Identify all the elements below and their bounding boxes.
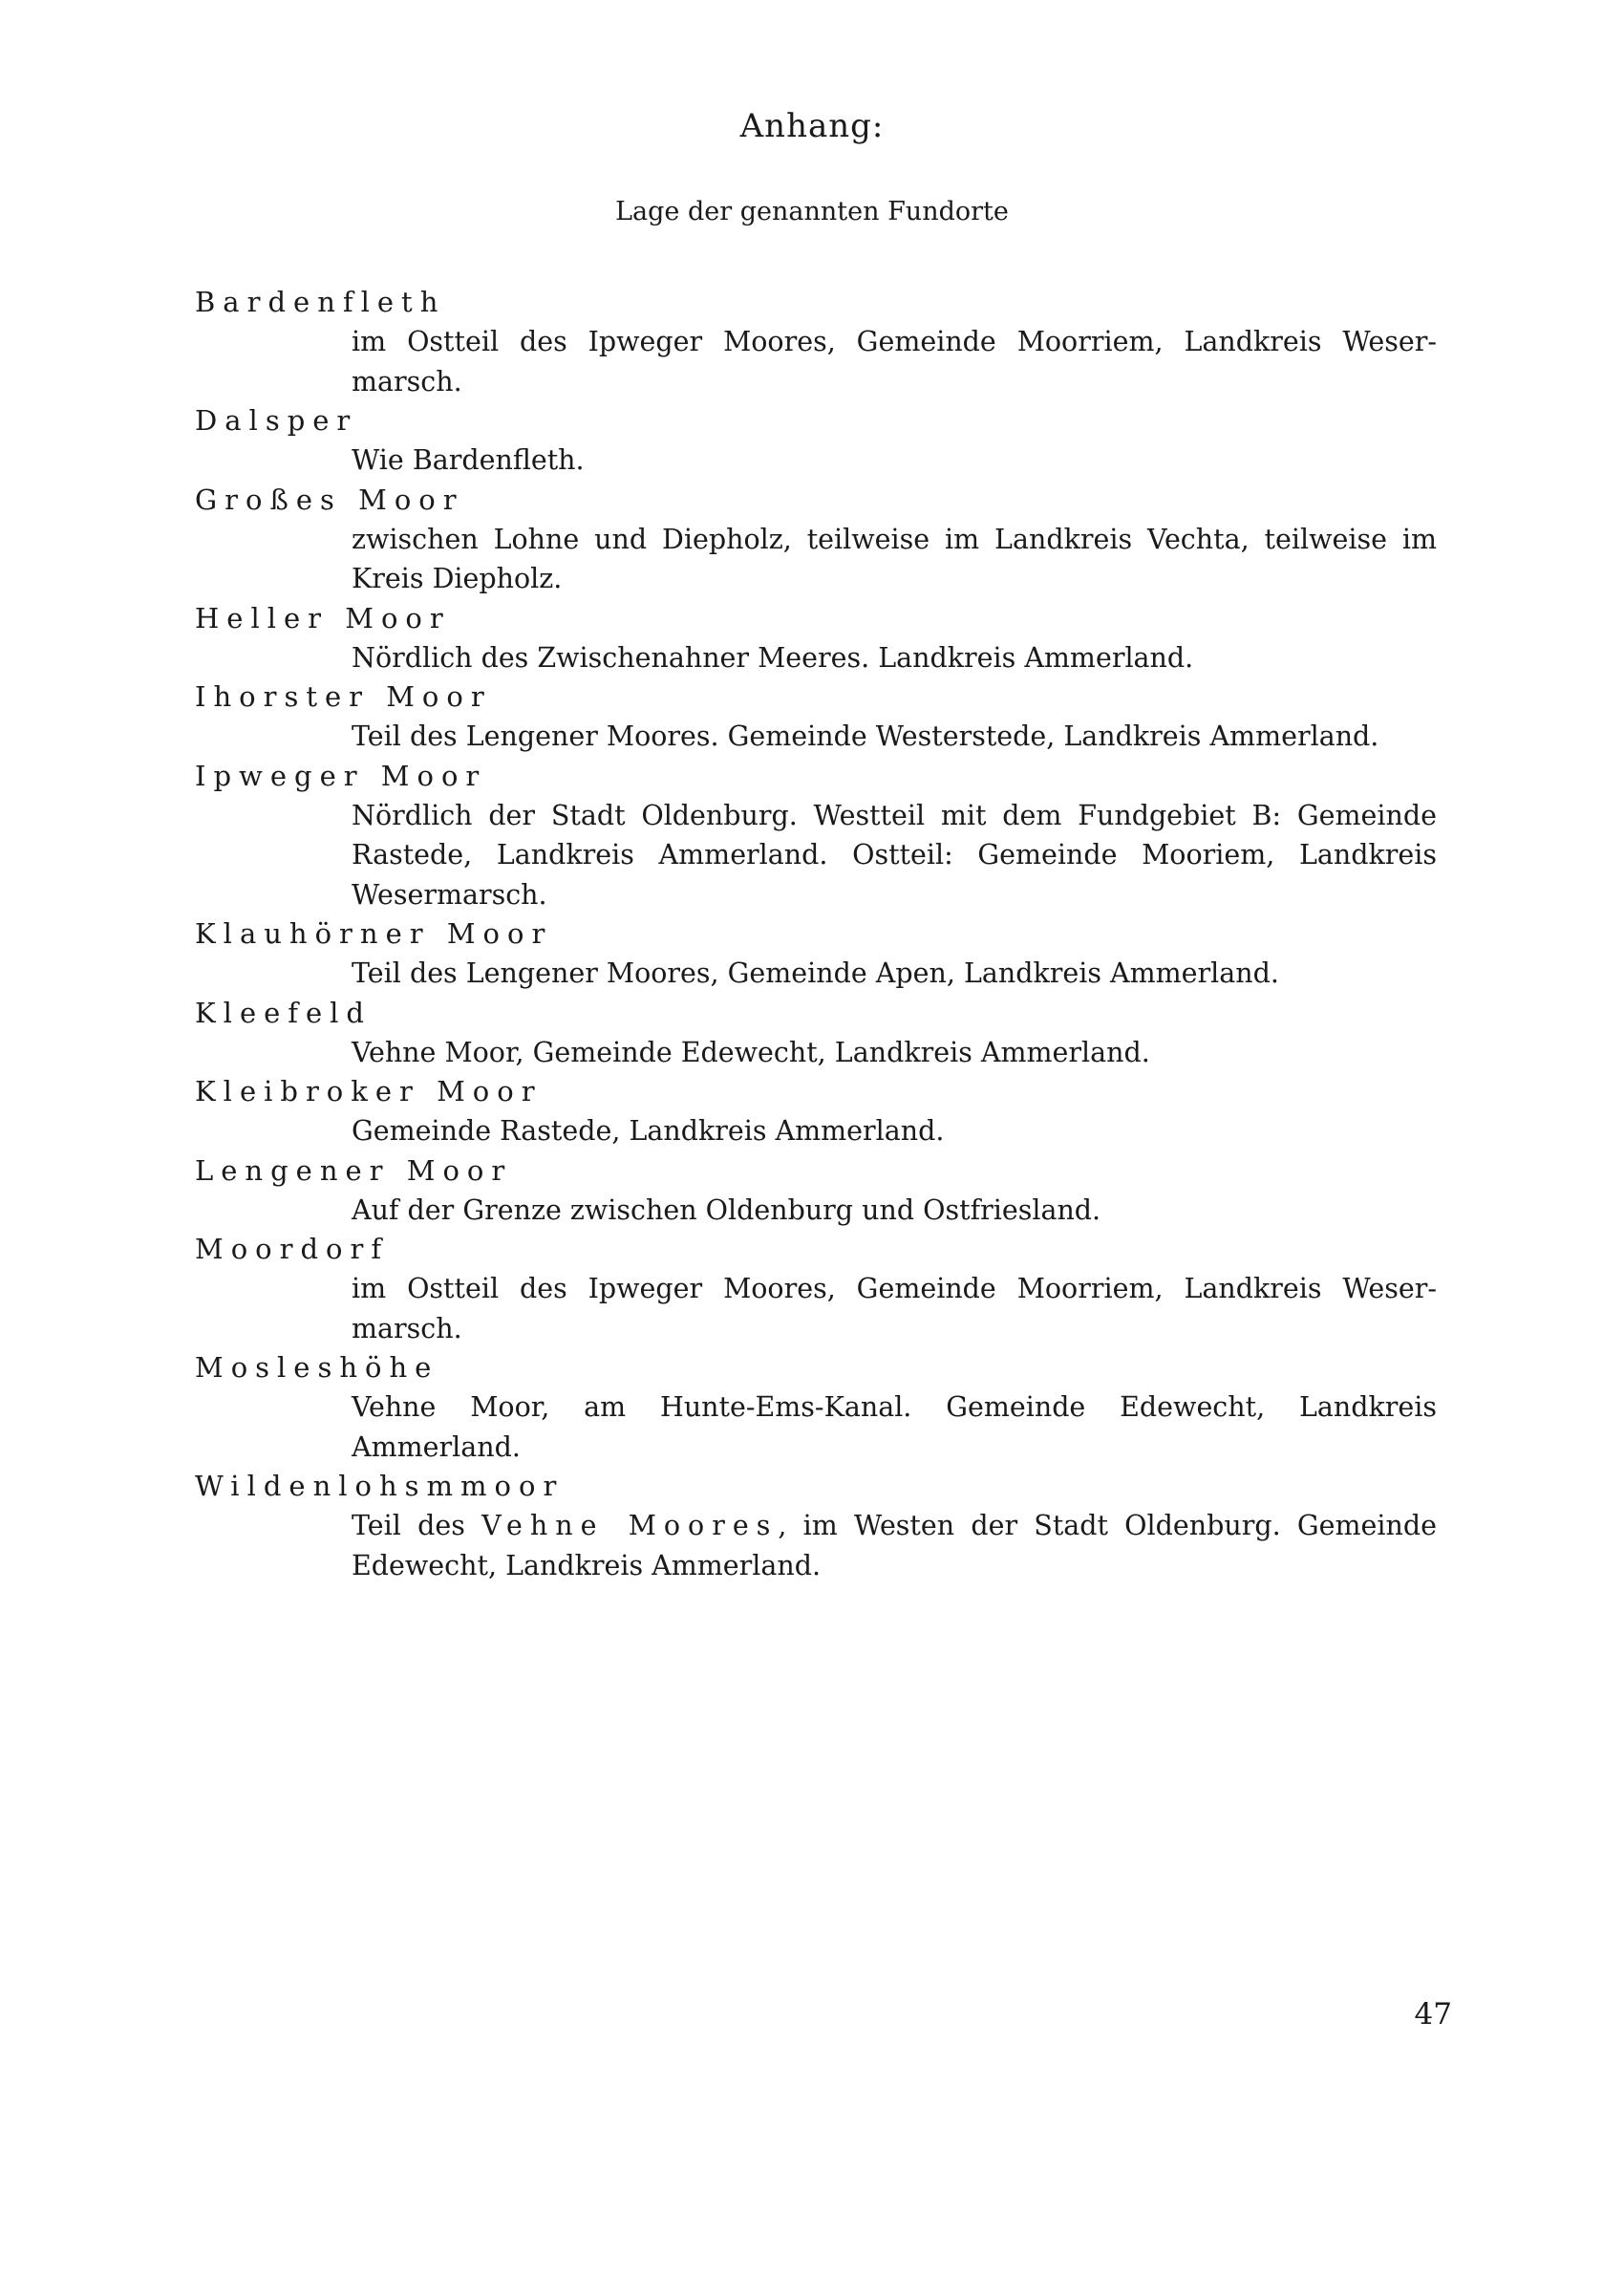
list-item: [195, 1467, 1437, 1585]
entry-term: Heller Moor: [195, 601, 451, 634]
gazetteer-list: [195, 283, 1437, 1585]
entry-description: Teil des Lengener Moores, Gemeinde Apen, Landkreis Ammerland.: [352, 957, 1279, 989]
entry-term: Großes Moor: [195, 483, 464, 516]
entry-description: zwischen Lohne und Diepholz, teilweise im Landkreis Vechta, teilweise im Kreis Diepholz.: [352, 523, 1437, 594]
entry-description: Wie Bardenfleth.: [352, 444, 585, 476]
entry-term: Mosleshöhe: [195, 1351, 439, 1384]
entry-description: im Ostteil des Ipweger Moores, Gemeinde Moorriem, Landkreis Wesermarsch.: [352, 1273, 1437, 1344]
entry-description: Vehne Moor, am Hunte-Ems-Kanal. Gemeinde Edewecht, Landkreis Ammerland.: [352, 1391, 1437, 1463]
entry-term: Lengener Moor: [195, 1153, 513, 1187]
list-item: [195, 677, 1437, 757]
entry-description: im Ostteil des Ipweger Moores, Gemeinde Moorriem, Landkreis Wesermarsch.: [352, 326, 1437, 398]
entry-description-start: Teil des: [352, 1510, 482, 1541]
list-item: [195, 283, 1437, 401]
list-item: [195, 757, 1437, 915]
entry-description: Gemeinde Rastede, Landkreis Ammerland.: [352, 1115, 945, 1147]
entry-description: Teil des Lengener Moores. Gemeinde Westerstede, Landkreis Ammerland.: [352, 720, 1379, 752]
entry-term: Kleibroker Moor: [195, 1075, 543, 1107]
list-item: [195, 401, 1437, 481]
list-item: [195, 1348, 1437, 1467]
list-item: [195, 599, 1437, 678]
entry-description: [352, 1506, 1437, 1585]
list-item: [195, 1151, 1437, 1231]
entry-term: Dalsper: [195, 404, 358, 437]
entry-description: Vehne Moor, Gemeinde Edewecht, Landkreis Ammerland.: [352, 1036, 1150, 1068]
entry-term: Klauhörner Moor: [195, 917, 553, 950]
list-item: [195, 481, 1437, 599]
entry-term: Ihorster Moor: [195, 680, 492, 713]
entry-description-spaced: Vehne Moores: [481, 1510, 779, 1541]
page-title: Anhang:: [739, 107, 885, 145]
entry-description: Nördlich des Zwischenahner Meeres. Landkreis Ammerland.: [352, 641, 1194, 674]
page-subtitle: Lage der genannten Fundorte: [615, 197, 1009, 226]
list-item: [195, 1072, 1437, 1151]
list-item: [195, 1230, 1437, 1348]
entry-term: Ipweger Moor: [195, 759, 487, 792]
entry-description: Auf der Grenze zwischen Oldenburg und Ostfriesland.: [352, 1193, 1101, 1226]
entry-term: Moordorf: [195, 1233, 390, 1265]
entry-term: Bardenfleth: [195, 286, 446, 318]
list-item: [195, 914, 1437, 994]
entry-description-end: , im Westen der Stadt Oldenburg. Gemeinde Edewecht, Landkreis Ammerland.: [352, 1510, 1437, 1581]
entry-description: Nördlich der Stadt Oldenburg. Westteil mit dem Fundgebiet B: Gemeinde Rastede, Landkreis Ammerland. Ostteil: Gemeinde Mooriem, Landkreis Wesermarsch.: [352, 799, 1437, 911]
entry-term: Kleefeld: [195, 996, 372, 1029]
entry-term: Wildenlohsmmoor: [195, 1470, 565, 1502]
page-number: 47: [1414, 1997, 1452, 2032]
list-item: [195, 994, 1437, 1073]
